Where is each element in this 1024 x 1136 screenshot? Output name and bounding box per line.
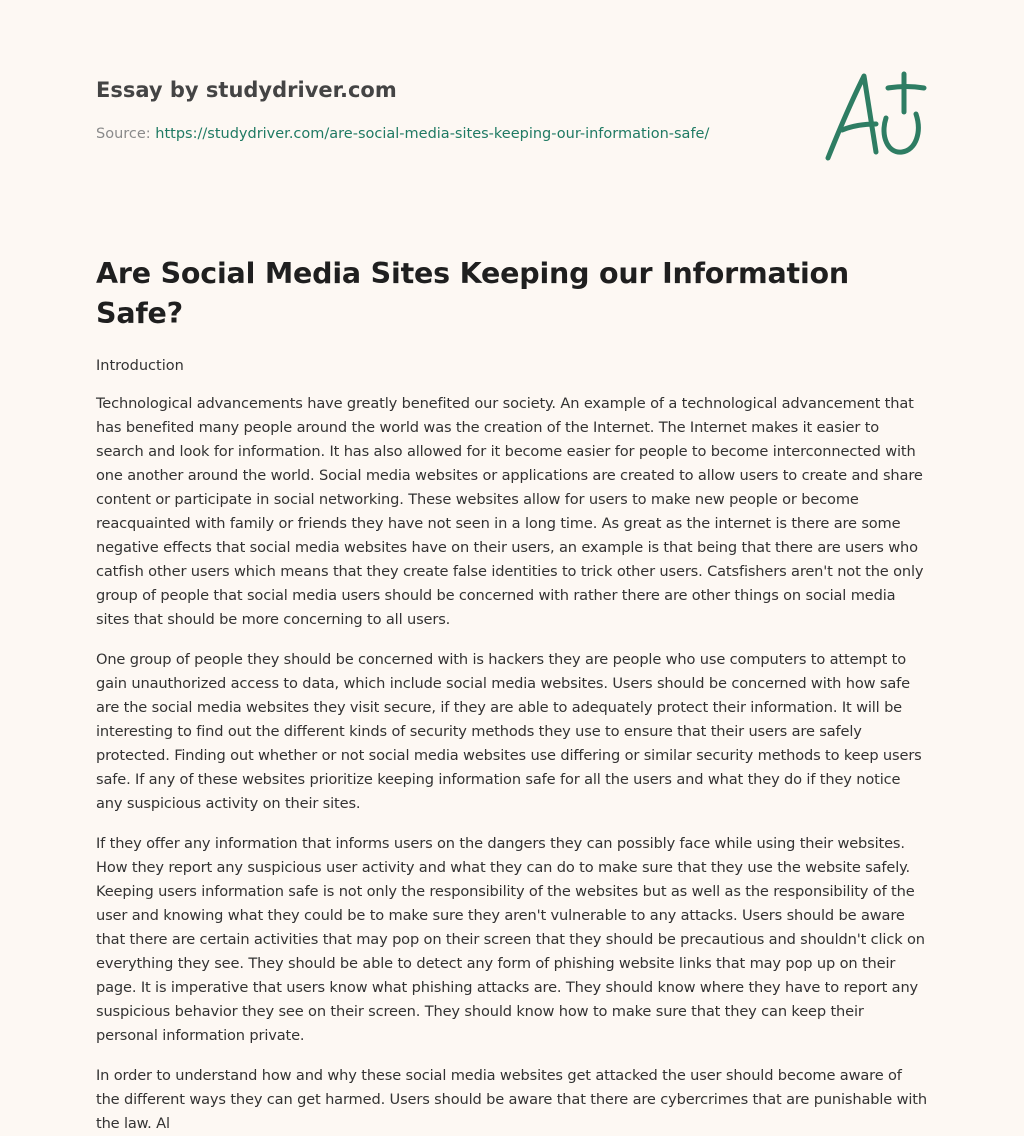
source-label: Source: <box>96 126 151 142</box>
paragraph: Technological advancements have greatly benefited our society. An example of a technological advancement that has benefited many people around the world was the creation of the Internet. The Internet makes it easier to search and look for information. It has also allowed for it become easier for people to become interconnected with one another around the world. Social media websites or applications are created to allow users to create and share content or participate in social networking. These websites allow for users to make new people or become reacquainted with family or friends they have not seen in a long time. As great as the internet is there are some negative effects that social media websites have on their users, an example is that being that there are users who catfish other users which means that they create false identities to trick other users. Catsfishers aren't not the only group of people that social media users should be concerned with rather there are other things on social media sites that should be more concerning to all users. <box>96 395 924 628</box>
paragraph: One group of people they should be concerned with is hackers they are people who use computers to attempt to gain unauthorized access to data, which include social media websites. Users should be concerned with how safe are the social media websites they visit secure, if they are able to adequately protect their information. It will be interesting to find out the different kinds of security methods they use to ensure that their users are safely protected. Finding out whether or not social media websites use differing or similar security methods to keep users safe. If any of these websites prioritize keeping information safe for all the users and what they do if they notice any suspicious activity on their sites. <box>96 651 922 812</box>
page-header <box>96 76 796 144</box>
essay-content <box>96 254 928 1136</box>
paragraph: In order to understand how and why these social media websites get attacked the user should become aware of the different ways they can get harmed. Users should be aware that there are cybercrimes that are punishable with the law. Al <box>96 1067 927 1132</box>
source-line <box>96 124 796 144</box>
a-plus-logo-icon <box>818 66 930 166</box>
paragraph: If they offer any information that informs users on the dangers they can possibly face while using their websites. How they report any suspicious user activity and what they can do to make sure that they use the website safely. Keeping users information safe is not only the responsibility of the websites but as well as the responsibility of the user and knowing what they could be to make sure they aren't vulnerable to any attacks. Users should be aware that there are certain activities that may pop on their screen that they should be precautious and shouldn't click on everything they see. They should be able to detect any form of phishing website links that may pop up on their page. It is imperative that users know what phishing attacks are. They should know where they have to report any suspicious behavior they see on their screen. They should know how to make sure that they can keep their personal information private. <box>96 835 925 1044</box>
section-heading: Introduction <box>96 358 184 374</box>
essay-title: Are Social Media Sites Keeping our Information Safe? <box>96 257 849 330</box>
source-link[interactable]: https://studydriver.com/are-social-media-sites-keeping-our-information-safe/ <box>155 126 710 142</box>
brand-title: Essay by studydriver.com <box>96 78 397 102</box>
